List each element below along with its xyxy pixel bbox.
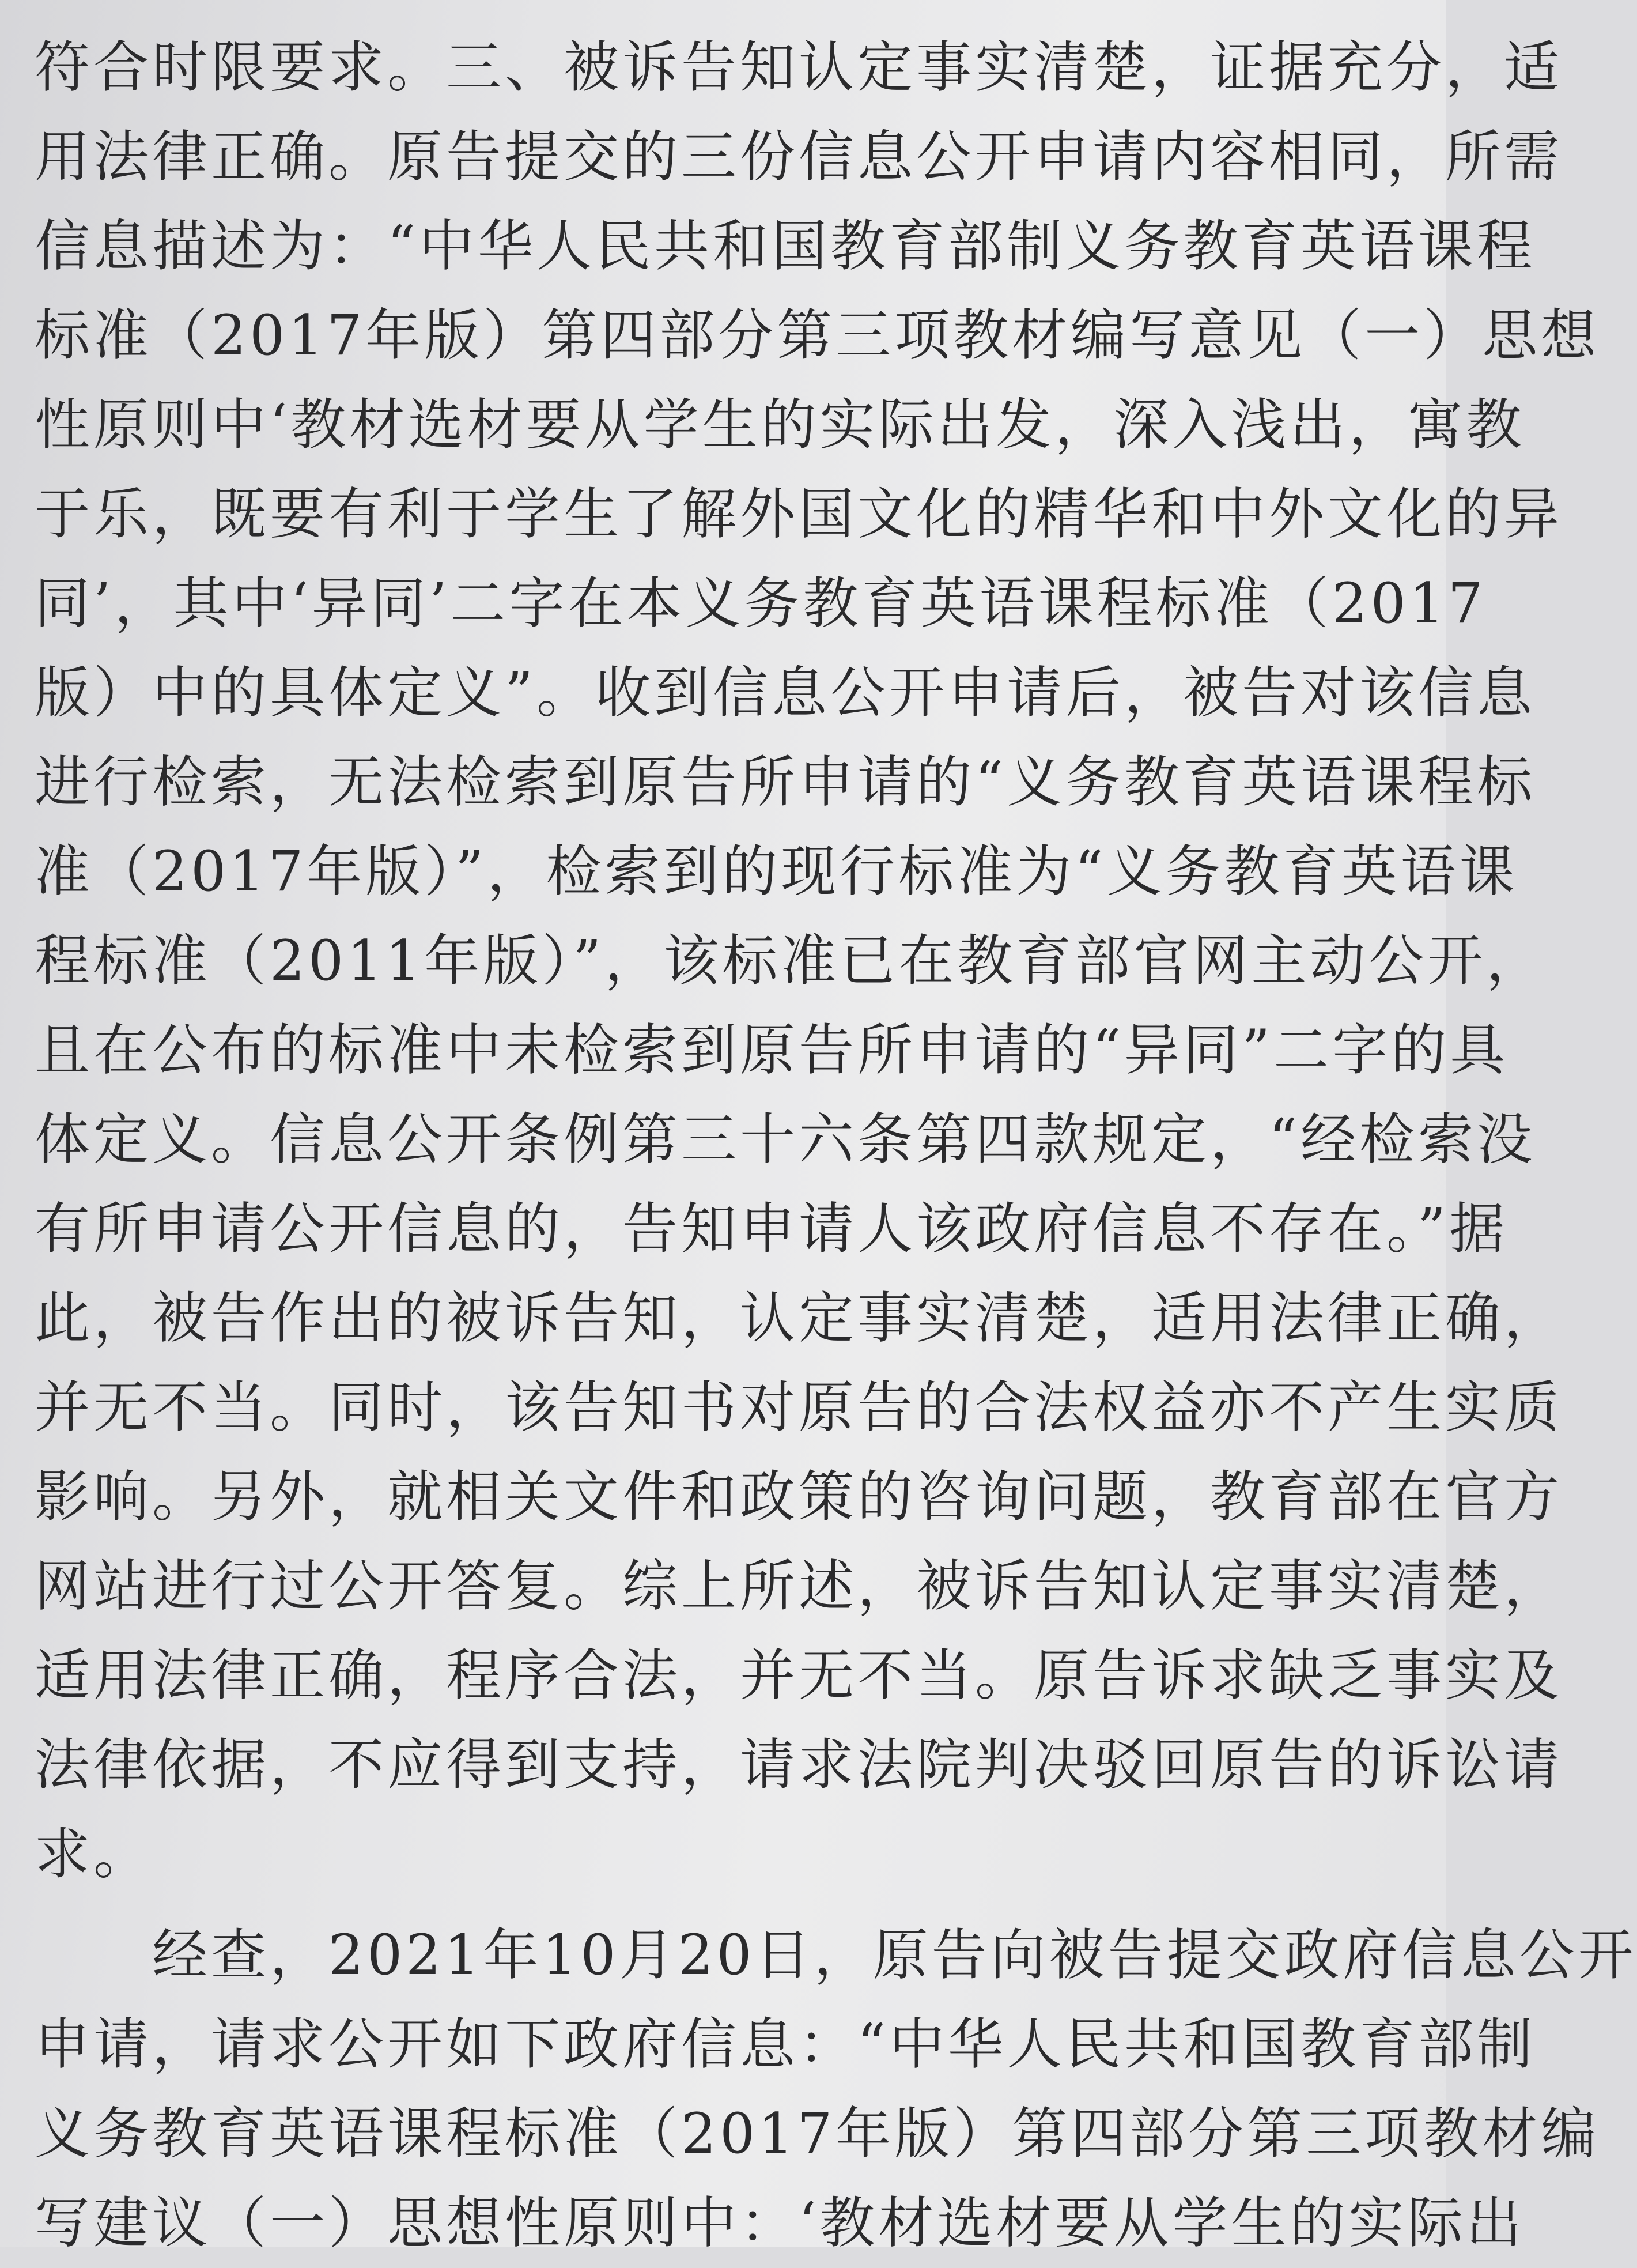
text-line: 于乐，既要有利于学生了解外国文化的精华和中外文化的异: [35, 482, 1563, 546]
text-line: 性原则中‘教材选材要从学生的实际出发，深入浅出，寓教: [35, 393, 1525, 457]
text-line: 求。: [35, 1822, 152, 1886]
text-line: 网站进行过公开答复。综上所述，被诉告知认定事实清楚，: [35, 1554, 1563, 1618]
text-line: 此，被告作出的被诉告知，认定事实清楚，适用法律正确，: [35, 1286, 1563, 1350]
text-line: 版）中的具体定义”。收到信息公开申请后，被告对该信息: [35, 661, 1536, 725]
text-line: 有所申请公开信息的，告知申请人该政府信息不存在。”据: [35, 1197, 1509, 1261]
text-line: 准（2017年版）”，检索到的现行标准为“义务教育英语课: [35, 839, 1518, 904]
text-line: 写建议（一）思想性原则中：‘教材选材要从学生的实际出: [35, 2191, 1525, 2255]
text-line: 同’，其中‘异同’二字在本义务教育英语课程标准（2017: [35, 571, 1487, 636]
text-line: 适用法律正确，程序合法，并无不当。原告诉求缺乏事实及: [35, 1643, 1563, 1708]
paragraph-break: [35, 1899, 1412, 1911]
text-line: 义务教育英语课程标准（2017年版）第四部分第三项教材编: [35, 2101, 1600, 2166]
text-line: 并无不当。同时，该告知书对原告的合法权益亦不产生实质: [35, 1375, 1563, 1440]
text-line: 申请，请求公开如下政府信息：“中华人民共和国教育部制: [35, 2012, 1536, 2077]
text-line: 标准（2017年版）第四部分第三项教材编写意见（一）思想: [35, 303, 1600, 368]
text-line: 体定义。信息公开条例第三十六条第四款规定，“经检索没: [35, 1107, 1536, 1172]
text-line: 且在公布的标准中未检索到原告所申请的“异同”二字的具: [35, 1018, 1509, 1082]
text-line: 法律依据，不应得到支持，请求法院判决驳回原告的诉讼请: [35, 1733, 1563, 1797]
text-line: 程标准（2011年版）”，该标准已在教育部官网主动公开，: [35, 929, 1545, 993]
text-line: 用法律正确。原告提交的三份信息公开申请内容相同，所需: [35, 124, 1563, 189]
document-body: [35, 23, 1637, 2268]
text-line: 符合时限要求。三、被诉告知认定事实清楚，证据充分，适: [35, 35, 1563, 100]
text-line: 经查，2021年10月20日，原告向被告提交政府信息公开: [35, 1923, 1637, 1987]
text-line: 进行检索，无法检索到原告所申请的“义务教育英语课程标: [35, 750, 1536, 814]
text-line: 影响。另外，就相关文件和政策的咨询问题，教育部在官方: [35, 1465, 1563, 1529]
text-line: 信息描述为：“中华人民共和国教育部制义务教育英语课程: [35, 214, 1536, 278]
